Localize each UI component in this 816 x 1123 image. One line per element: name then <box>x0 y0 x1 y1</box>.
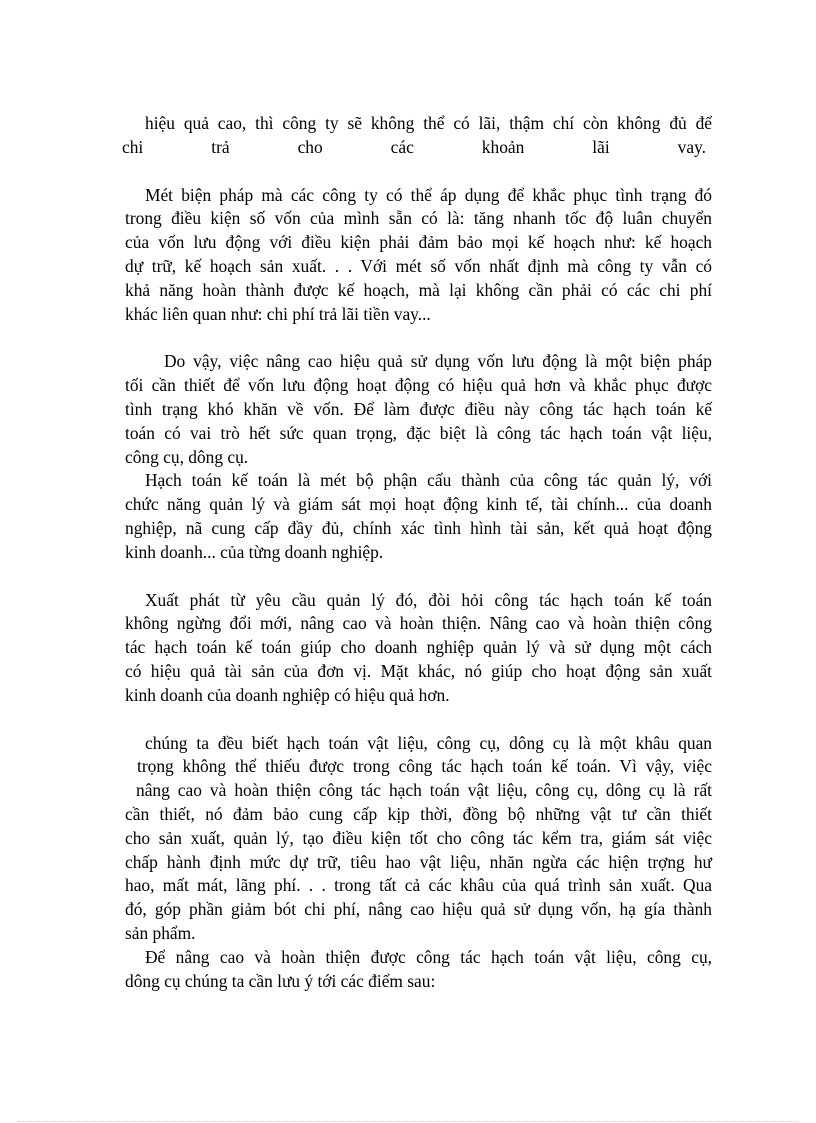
paragraph <box>125 469 712 564</box>
text-line: tác hạch toán kế toán giúp cho doanh nghiệp quản lý và sử dụng một cách <box>125 637 712 658</box>
paragraph-spacer <box>138 565 712 589</box>
paragraph-spacer <box>138 708 712 732</box>
text-line: Để nâng cao và hoàn thiện được công tác hạch toán vật liệu, công cụ, <box>145 946 712 967</box>
text-line: Mét biện pháp mà các công ty có thể áp dụng để khắc phục tình trạng đó <box>145 184 712 205</box>
text-line: khả năng hoàn thành được kế hoạch, mà lại không cần phải có các chi phí <box>125 279 712 300</box>
paragraph <box>122 112 712 160</box>
paragraph <box>125 184 712 327</box>
text-line: dự trữ, kế hoạch sản xuất. . . Với mét số vốn nhất định mà công ty vẫn có <box>125 255 712 276</box>
text-line: đó, góp phần giảm bót chi phí, nâng cao hiệu quả sử dụng vốn, hạ gía thành <box>125 899 712 920</box>
text-line: nâng cao và hoàn thiện công tác hạch toán vật liệu, công cụ, dông cụ là rất <box>136 780 712 801</box>
text-line: công cụ, dông cụ. <box>125 446 249 467</box>
paragraph-spacer <box>138 160 712 184</box>
text-line: Xuất phát từ yêu cầu quản lý đó, đòi hỏi công tác hạch toán kế toán <box>145 589 712 610</box>
text-line: sản phẩm. <box>125 922 196 943</box>
text-line: kinh doanh của doanh nghiệp có hiệu quả hơn. <box>125 684 450 705</box>
paragraph-spacer <box>138 326 712 350</box>
text-line: toán có vai trò hết sức quan trọng, đặc biệt là công tác hạch toán vật liệu, <box>125 422 712 443</box>
paragraph <box>125 350 712 469</box>
text-line: kinh doanh... của từng doanh nghiệp. <box>125 541 384 562</box>
text-line: trong điều kiện số vốn của mình sẵn có là: tăng nhanh tốc độ luân chuyển <box>125 208 712 229</box>
text-line: cho sản xuất, quản lý, tạo điều kiện tốt cho công tác kểm tra, giám sát việc <box>125 827 712 848</box>
document-page <box>122 112 712 993</box>
text-line: hiệu quả cao, thì công ty sẽ không thể có lãi, thậm chí còn không đủ để <box>145 113 712 133</box>
text-line: Hạch toán kế toán là mét bộ phận cấu thành của công tác quản lý, với <box>145 470 712 491</box>
text-line: tình trạng khó khăn về vốn. Để làm được điều này công tác hạch toán kế <box>125 398 712 419</box>
paragraph <box>125 946 712 994</box>
text-line: của vốn lưu động với điều kiện phải đảm bảo mọi kế hoạch như: kế hoạch <box>125 232 712 253</box>
text-line: tối cần thiết để vốn lưu động hoạt động có hiệu quả hơn và khắc phục được <box>125 375 712 396</box>
text-line: chấp hành định mức dự trữ, tiêu hao vật liệu, nhăn ngừa các hiện trợng hư <box>125 851 712 872</box>
text-line: nghiệp, nã cung cấp đầy đủ, chính xác tình hình tài sản, kết quả hoạt động <box>125 517 712 538</box>
text-line: chức năng quản lý và giám sát mọi hoạt động kinh tế, tài chính... của doanh <box>125 494 712 515</box>
paragraph <box>125 732 712 946</box>
text-line: hao, mất mát, lãng phí. . . trong tất cả các khâu của quá trình sản xuất. Qua <box>125 875 712 896</box>
text-line: chi trả cho các khoản lãi vay. <box>122 136 706 157</box>
text-line: Do vậy, việc nâng cao hiệu quả sử dụng vốn lưu động là một biện pháp <box>164 351 712 372</box>
text-line: có hiệu quả tài sản của đơn vị. Mặt khác, nó giúp cho hoạt động sản xuất <box>125 660 712 681</box>
text-line: chúng ta đều biết hạch toán vật liệu, công cụ, dông cụ là một khâu quan <box>145 732 712 753</box>
text-line: trọng không thể thiếu được trong công tác hạch toán kế toán. Vì vậy, việc <box>137 756 712 777</box>
text-line: dông cụ chúng ta cần lưu ý tới các điểm sau: <box>125 970 436 991</box>
text-line: khác liên quan như: chi phí trả lãi tiền vay... <box>125 303 431 324</box>
page-bottom-divider <box>18 1121 798 1122</box>
text-line: không ngừng đổi mới, nâng cao và hoàn thiện. Nâng cao và hoàn thiện công <box>125 613 712 634</box>
paragraph <box>125 589 712 708</box>
text-line: cần thiết, nó đảm bảo cung cấp kịp thời, đồng bộ những vật tư cần thiết <box>125 803 712 824</box>
